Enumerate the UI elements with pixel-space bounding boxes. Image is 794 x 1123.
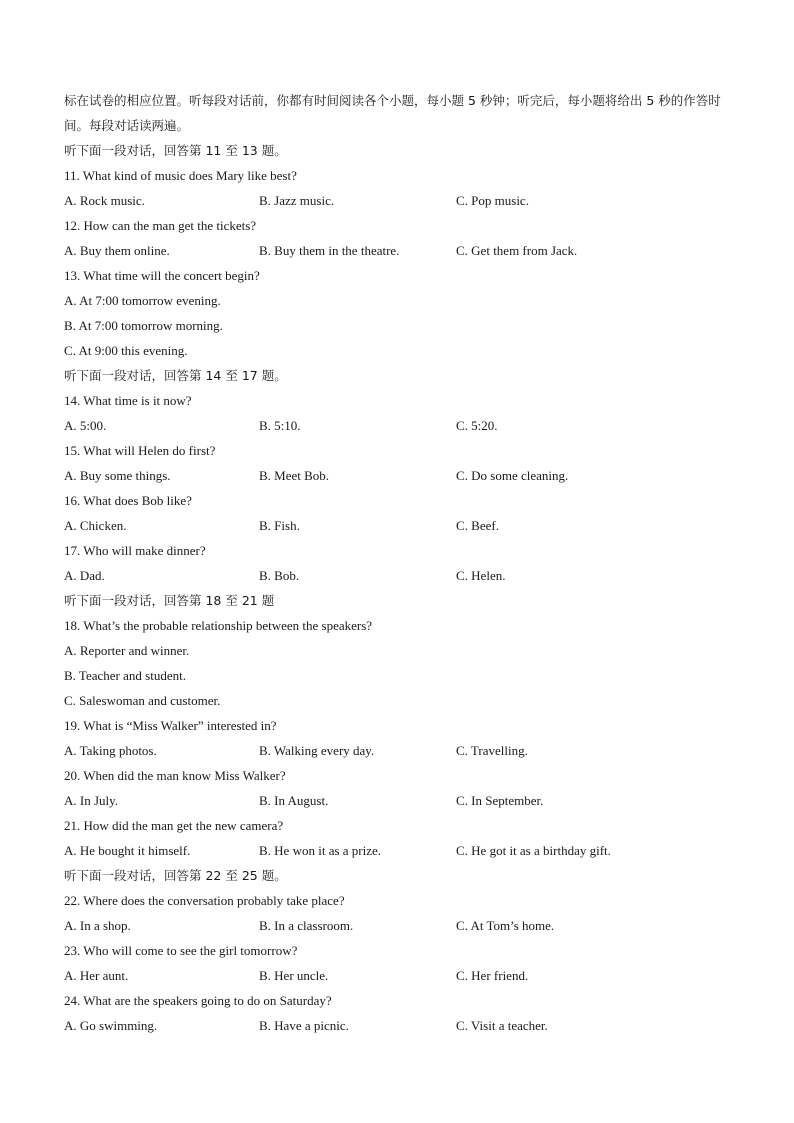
section-heading-18-21: 听下面一段对话，回答第 18 至 21 题: [64, 593, 275, 608]
option-a: A. Taking photos.: [64, 743, 157, 758]
option-c: C. Visit a teacher.: [456, 1018, 548, 1033]
option-b: B. Fish.: [259, 518, 300, 533]
option-a: A. Her aunt.: [64, 968, 129, 983]
option-b: B. In a classroom.: [259, 918, 354, 933]
option-a: A. Chicken.: [64, 518, 127, 533]
option-a: A. Reporter and winner.: [64, 643, 190, 658]
option-a: A. In a shop.: [64, 918, 131, 933]
question-12-stem: 12. How can the man get the tickets?: [64, 218, 257, 233]
question-14-stem: 14. What time is it now?: [64, 393, 192, 408]
option-c: C. Travelling.: [456, 743, 528, 758]
option-a: A. 5:00.: [64, 418, 107, 433]
option-a: A. Buy them online.: [64, 243, 170, 258]
option-c: C. Beef.: [456, 518, 499, 533]
option-a: A. He bought it himself.: [64, 843, 191, 858]
option-b: B. Teacher and student.: [64, 668, 186, 683]
question-11-stem: 11. What kind of music does Mary like best?: [64, 168, 297, 183]
option-b: B. Jazz music.: [259, 193, 335, 208]
option-a: A. Dad.: [64, 568, 105, 583]
option-c: C. Saleswoman and customer.: [64, 693, 221, 708]
section-heading-22-25: 听下面一段对话，回答第 22 至 25 题。: [64, 868, 287, 883]
option-b: B. Have a picnic.: [259, 1018, 349, 1033]
question-16-stem: 16. What does Bob like?: [64, 493, 192, 508]
option-c: C. Helen.: [456, 568, 506, 583]
option-b: B. 5:10.: [259, 418, 301, 433]
question-20-stem: 20. When did the man know Miss Walker?: [64, 768, 286, 783]
option-a: A. Buy some things.: [64, 468, 171, 483]
option-b: B. Her uncle.: [259, 968, 329, 983]
option-c: C. At 9:00 this evening.: [64, 343, 188, 358]
option-a: A. Rock music.: [64, 193, 145, 208]
question-19-stem: 19. What is “Miss Walker” interested in?: [64, 718, 277, 733]
option-c: C. 5:20.: [456, 418, 498, 433]
question-24-stem: 24. What are the speakers going to do on Saturday?: [64, 993, 332, 1008]
option-b: B. At 7:00 tomorrow morning.: [64, 318, 223, 333]
instructions-paragraph: 标在试卷的相应位置。听每段对话前，你都有时间阅读各个小题，每小题 5 秒钟；听完后，每小题将给出 5 秒的作答时间。每段对话读两遍。: [64, 93, 721, 133]
question-23-stem: 23. Who will come to see the girl tomorrow?: [64, 943, 298, 958]
option-b: B. Buy them in the theatre.: [259, 243, 400, 258]
option-c: C. At Tom’s home.: [456, 918, 555, 933]
option-b: B. In August.: [259, 793, 329, 808]
option-c: C. In September.: [456, 793, 544, 808]
question-13-stem: 13. What time will the concert begin?: [64, 268, 260, 283]
option-c: C. Pop music.: [456, 193, 529, 208]
question-18-stem: 18. What’s the probable relationship between the speakers?: [64, 618, 373, 633]
question-15-stem: 15. What will Helen do first?: [64, 443, 216, 458]
question-17-stem: 17. Who will make dinner?: [64, 543, 206, 558]
option-a: A. At 7:00 tomorrow evening.: [64, 293, 221, 308]
section-heading-11-13: 听下面一段对话，回答第 11 至 13 题。: [64, 143, 287, 158]
option-c: C. Do some cleaning.: [456, 468, 569, 483]
question-22-stem: 22. Where does the conversation probably take place?: [64, 893, 345, 908]
option-c: C. Get them from Jack.: [456, 243, 578, 258]
question-21-stem: 21. How did the man get the new camera?: [64, 818, 284, 833]
option-c: C. He got it as a birthday gift.: [456, 843, 611, 858]
option-c: C. Her friend.: [456, 968, 529, 983]
option-a: A. In July.: [64, 793, 119, 808]
option-b: B. Meet Bob.: [259, 468, 330, 483]
option-b: B. He won it as a prize.: [259, 843, 382, 858]
option-a: A. Go swimming.: [64, 1018, 158, 1033]
option-b: B. Walking every day.: [259, 743, 375, 758]
section-heading-14-17: 听下面一段对话，回答第 14 至 17 题。: [64, 368, 287, 383]
option-b: B. Bob.: [259, 568, 300, 583]
